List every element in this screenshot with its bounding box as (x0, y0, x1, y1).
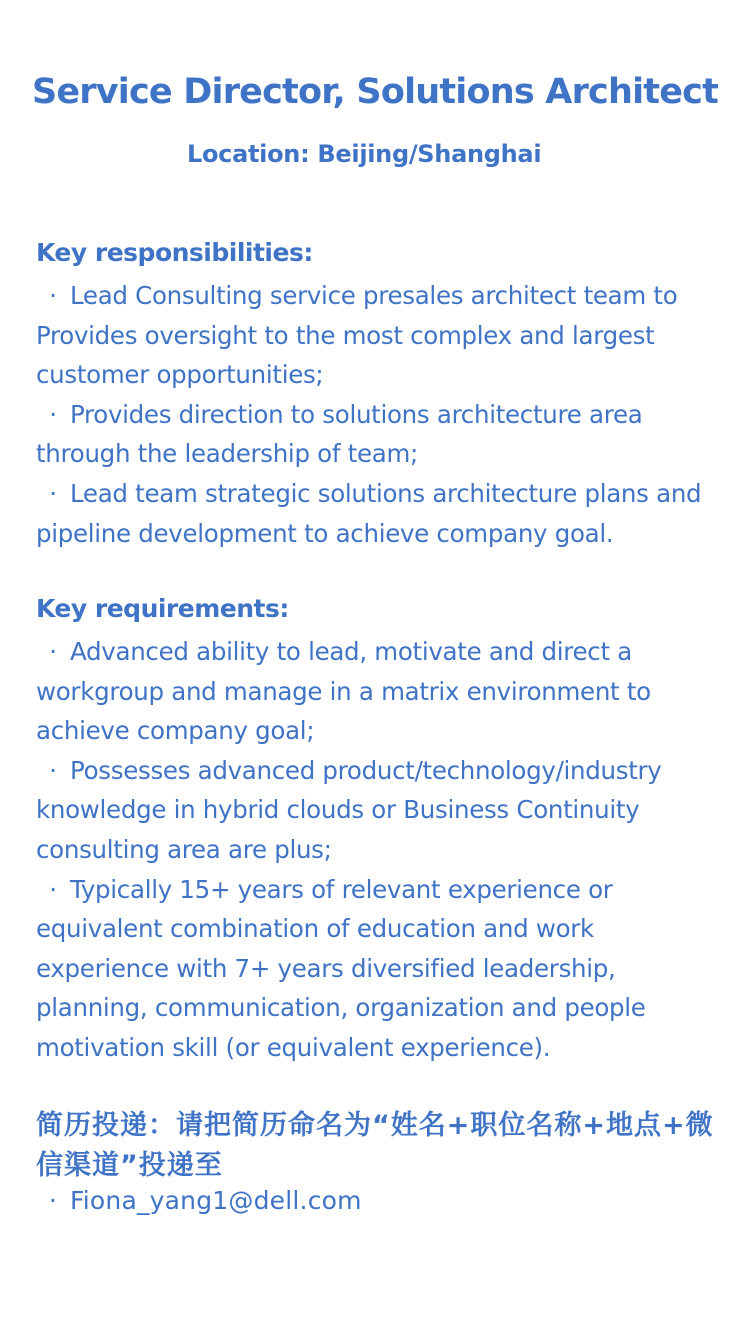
bullet-glyph: · (49, 874, 57, 904)
requirement-text: Advanced ability to lead, motivate and direct a workgroup and manage in a matrix environment to achieve company goal; (36, 637, 651, 746)
bullet-glyph: · (49, 637, 57, 666)
requirement-text: Typically 15+ years of relevant experience or equivalent combination of education and work experience with 7+ years diversified leadership, planning, communication, organization and people motivation skill (or equivalent experience). (36, 874, 646, 1062)
contact-email[interactable]: Fiona_yang1@dell.com (70, 1186, 362, 1215)
job-title: Service Director, Solutions Architect (31, 72, 719, 112)
bullet-glyph: · (49, 755, 57, 785)
job-location: Location: Beijing/Shanghai (187, 140, 542, 168)
contact-email-line (36, 1186, 362, 1215)
bullet-glyph: · (49, 399, 57, 429)
list-item (36, 751, 726, 870)
list-item (36, 276, 726, 395)
list-item (36, 632, 726, 751)
bullet-glyph: · (49, 281, 57, 310)
requirement-text: Possesses advanced product/technology/industry knowledge in hybrid clouds or Business Continuity consulting area are plus; (36, 755, 662, 864)
responsibility-text: Lead Consulting service presales architect team to Provides oversight to the most complex and largest customer opportunities; (36, 281, 678, 390)
responsibility-text: Provides direction to solutions architecture area through the leadership of team; (36, 399, 643, 469)
list-item (36, 395, 726, 474)
requirements-list (36, 632, 726, 1068)
list-item (36, 474, 726, 553)
bullet-glyph: · (48, 1186, 58, 1215)
list-item (36, 870, 726, 1068)
bullet-glyph: · (49, 478, 57, 508)
responsibilities-heading: Key responsibilities: (36, 238, 313, 267)
responsibility-text: Lead team strategic solutions architecture plans and pipeline development to achieve company goal. (36, 478, 702, 548)
requirements-heading: Key requirements: (36, 594, 289, 623)
responsibilities-list (36, 276, 726, 553)
application-instructions: 简历投递：请把简历命名为“姓名+职位名称+地点+微信渠道”投递至 (36, 1110, 714, 1181)
